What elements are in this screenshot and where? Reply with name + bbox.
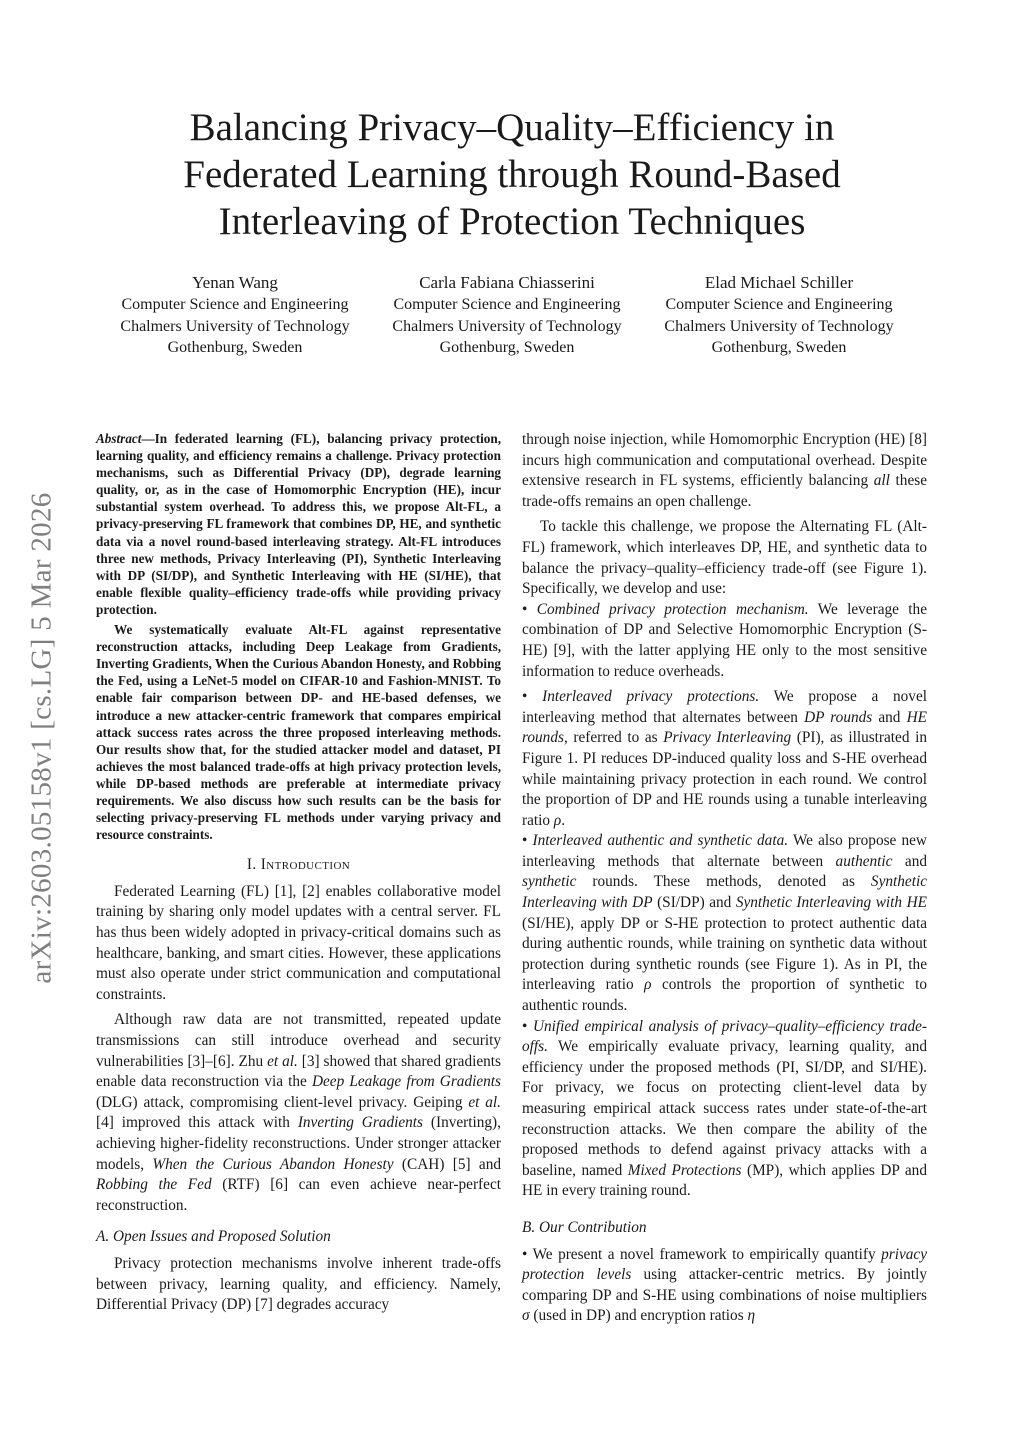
text: (DLG) attack, compromising client-level privacy. Geiping [96, 1093, 469, 1111]
text-em: DP rounds [804, 708, 873, 726]
text-em: Mixed Protections [627, 1161, 742, 1179]
text: We empirically evaluate privacy, learning quality, and efficiency under the proposed methods (PI, SI/DP, and SI/HE). For privacy, we focus on protecting client-level data by measuring empirical attack success rates under state-of-the-art reconstruction attacks. We then compare the ability of the proposed methods to defend against privacy attacks with a baseline, named [522, 1038, 927, 1179]
bullet-combined-protection: • Combined privacy protection mechanism. We leverage the combination of DP and Selective Homomorphic Encryption (S-HE) [9], with the latter applying HE only to the most sensitive information to reduce overheads. [522, 600, 927, 680]
text: (CAH) [5] and [393, 1155, 501, 1173]
bullet-title: Interleaved privacy protections. [542, 688, 760, 706]
text: controls the proportion of synthetic to authentic rounds. [522, 976, 927, 1015]
text: (Inverting), achieving higher-fidelity reconstructions. Under stronger attacker models, [96, 1114, 501, 1173]
text-em: et al. [468, 1093, 501, 1111]
bullet-title: Combined privacy protection mechanism. [536, 600, 809, 618]
abstract-text-1: —In federated learning (FL), balancing privacy protection, learning quality, and efficiency remains a challenge. Privacy protection mechanisms, such as Differential Privacy (DP), degrade learning quality, or, as in the case of Homomorphic Encryption (HE), incur substantial system overhead. To address this, we propose Alt-FL, a privacy-preserving FL framework that combines DP, HE, and synthetic data via a novel round-based interleaving strategy. Alt-FL introduces three new methods, Privacy Interleaving (PI), Synthetic Interleaving with DP (SI/DP), and Synthetic Interleaving with HE (SI/HE), that enable flexible quality–efficiency trade-offs while providing privacy protection. [96, 431, 501, 617]
bullet-title: Unified empirical analysis of privacy–quality–efficiency trade-offs. [522, 1017, 927, 1056]
text-em: et al. [267, 1052, 298, 1070]
text: and [872, 708, 907, 726]
text: using attacker-centric metrics. By jointly comparing DP and S-HE using combinations of noise multipliers [522, 1266, 927, 1304]
text: (MP), which applies DP and HE in every training round. [522, 1161, 927, 1200]
bullet-interleaved-synthetic: • Interleaved authentic and synthetic data. We also propose new interleaving methods that alternate between authentic and synthetic rounds. These methods, denoted as Synthetic Interleaving with DP (SI/DP) and Synthetic Interleaving with HE (SI/HE), apply DP or S-HE protection to protect authentic data during authentic rounds, while training on synthetic data without protection during synthetic rounds (see Figure 1). As in PI, the interleaving ratio ρ controls the proportion of synthetic to authentic rounds. [522, 832, 927, 1015]
rho-symbol: ρ [644, 976, 652, 994]
arxiv-watermark-text: arXiv:2603.05158v1 [cs.LG] 5 Mar 2026 [25, 492, 58, 984]
text: (SI/HE), apply DP or S-HE protection to protect authentic data during authentic rounds, while training on synthetic data without protection during synthetic rounds (see Figure 1). As in PI, the interleaving ratio [522, 914, 927, 994]
sigma-symbol: σ [522, 1307, 530, 1325]
abstract-paragraph-2: We systematically evaluate Alt-FL against representative reconstruction attacks, including Deep Leakage from Gradients, Inverting Gradients, When the Curious Abandon Honesty, and Robbing the Fed, using a LeNet-5 model on CIFAR-10 and Fashion-MNIST. To enable fair comparison between DP- and HE-based defenses, we introduce a new attacker-centric framework that compares empirical attack success rates across the three proposed interleaving methods. Our results show that, for the studied attacker model and dataset, PI achieves the most balanced trade-offs at high privacy protection levels, while DP-based methods are preferable at intermediate privacy requirements. We also discuss how such results can be the basis for selecting privacy-preserving FL methods under varying privacy and resource constraints. [96, 622, 502, 843]
abstract-paragraph-1 [96, 430, 501, 618]
text-em: privacy protection levels [522, 1245, 927, 1284]
right-paragraph-1: To tackle this challenge, we propose the Alternating FL (Alt-FL) framework, which interleaves DP, HE, and synthetic data to balance the privacy–quality–efficiency trade-off (see Figure 1). Specifically, we develop and use: [522, 518, 927, 598]
text: We propose a novel interleaving method that alternates between [522, 688, 927, 726]
subsection-heading-a: A. Open Issues and Proposed Solution [96, 1228, 331, 1246]
rho-symbol: ρ [553, 811, 562, 829]
bullet-title: Interleaved authentic and synthetic data. [532, 832, 789, 850]
title-line-3: Interleaving of Protection Techniques [218, 200, 806, 243]
section-heading-introduction: I. Introduction [246, 856, 351, 874]
author-dept: Computer Science and Engineering [665, 296, 893, 313]
text-em: Inverting Gradients [297, 1114, 423, 1132]
subsection-a-paragraph: Privacy protection mechanisms involve inherent trade-offs between privacy, learning quality, and efficiency. Namely, Differential Privacy (DP) [7] degrades accuracy [96, 1254, 501, 1314]
text-em: When the Curious Abandon Honesty [152, 1155, 394, 1173]
author-org: Chalmers University of Technology [664, 317, 894, 335]
intro-paragraph-2 [96, 1010, 501, 1216]
text-em: Synthetic Interleaving with HE [735, 894, 927, 912]
author-location: Gothenburg, Sweden [439, 339, 575, 356]
text-em: Synthetic Interleaving with DP [522, 873, 927, 912]
text: these trade-offs remains an open challenge. [522, 472, 927, 510]
text-em: all [873, 472, 890, 490]
subsection-heading-b: B. Our Contribution [522, 1218, 647, 1236]
text: (RTF) [6] can even achieve near-perfect reconstruction. [96, 1176, 501, 1214]
author-name: Yenan Wang [192, 273, 278, 292]
text: rounds. These methods, denoted as [576, 873, 871, 891]
title-line-2: Federated Learning through Round-Based [183, 153, 841, 196]
text: and [892, 852, 927, 870]
text: (SI/DP) and [652, 894, 736, 912]
bullet-interleaved-protections: • Interleaved privacy protections. We propose a novel interleaving method that alternates between DP rounds and HE rounds, referred to as Privacy Interleaving (PI), as illustrated in Figure 1. PI reduces DP-induced quality loss and S-HE overhead while maintaining privacy protection in each round. We control the proportion of DP and HE rounds using a tunable interleaving ratio ρ. [522, 688, 927, 829]
text-em: authentic [835, 852, 893, 870]
author-dept: Computer Science and Engineering [121, 296, 349, 313]
eta-symbol: η [747, 1307, 756, 1325]
text: Although raw data are not transmitted, repeated update transmissions can still introduce overhead and security vulnerabilities [3]–[6]. Zhu [96, 1011, 501, 1070]
paper-title [100, 104, 924, 245]
author-3 [644, 272, 914, 359]
text-em: synthetic [522, 873, 577, 891]
author-location: Gothenburg, Sweden [167, 339, 303, 356]
author-dept: Computer Science and Engineering [393, 296, 621, 313]
text-em: HE rounds [522, 708, 927, 747]
text: , referred to as [563, 729, 664, 747]
author-location: Gothenburg, Sweden [711, 339, 847, 356]
text-em: Robbing the Fed [96, 1176, 212, 1194]
text: • We present a novel framework to empirically quantify [522, 1245, 882, 1263]
abstract-label: Abstract [96, 431, 142, 446]
text: (used in DP) and encryption ratios [529, 1307, 748, 1325]
author-1 [100, 272, 370, 359]
author-name: Elad Michael Schiller [704, 273, 854, 292]
bullet-unified-analysis: • Unified empirical analysis of privacy–quality–efficiency trade-offs. We empirically evaluate privacy, learning quality, and efficiency under the proposed methods (PI, SI/DP, and SI/HE). For privacy, we focus on protecting client-level data by measuring empirical attack success rates under state-of-the-art reconstruction attacks. We then compare the ability of the proposed methods to defend against privacy attacks with a baseline, named Mixed Protections (MP), which applies DP and HE in every training round. [522, 1017, 927, 1200]
text-em: Privacy Interleaving [663, 729, 792, 747]
author-name: Carla Fabiana Chiasserini [419, 273, 595, 292]
right-paragraph-0 [522, 430, 927, 512]
text: through noise injection, while Homomorphic Encryption (HE) [8] incurs high communication and computational overhead. Despite extensive research in FL systems, efficiently balancing [522, 431, 927, 490]
author-2 [372, 272, 642, 359]
text: We leverage the combination of DP and Selective Homomorphic Encryption (S-HE) [9], with the latter applying HE only to the most sensitive information to reduce overheads. [522, 600, 927, 680]
author-org: Chalmers University of Technology [120, 317, 350, 335]
intro-paragraph-1: Federated Learning (FL) [1], [2] enables collaborative model training by sharing only model updates with a central server. FL has thus been widely adopted in privacy-critical domains such as healthcare, banking, and smart cities. However, these applications must also operate under strict communication and computational constraints. [96, 882, 501, 1003]
contribution-bullet-1 [522, 1245, 927, 1327]
text: [3] showed that shared gradients enable data reconstruction via the [96, 1052, 501, 1091]
left-column [96, 430, 501, 1316]
title-line-1: Balancing Privacy–Quality–Efficiency in [189, 106, 835, 149]
right-column [522, 430, 927, 1327]
text: [4] improved this attack with [96, 1114, 298, 1132]
text: We also propose new interleaving methods that alternate between [522, 832, 927, 870]
text: (PI), as illustrated in Figure 1. PI reduces DP-induced quality loss and S-HE overhead while maintaining privacy protection in each round. We control the proportion of DP and HE rounds using a tunable interleaving ratio [522, 729, 927, 829]
text-em: Deep Leakage from Gradients [311, 1073, 501, 1091]
author-org: Chalmers University of Technology [392, 317, 622, 335]
text: . [561, 811, 566, 829]
